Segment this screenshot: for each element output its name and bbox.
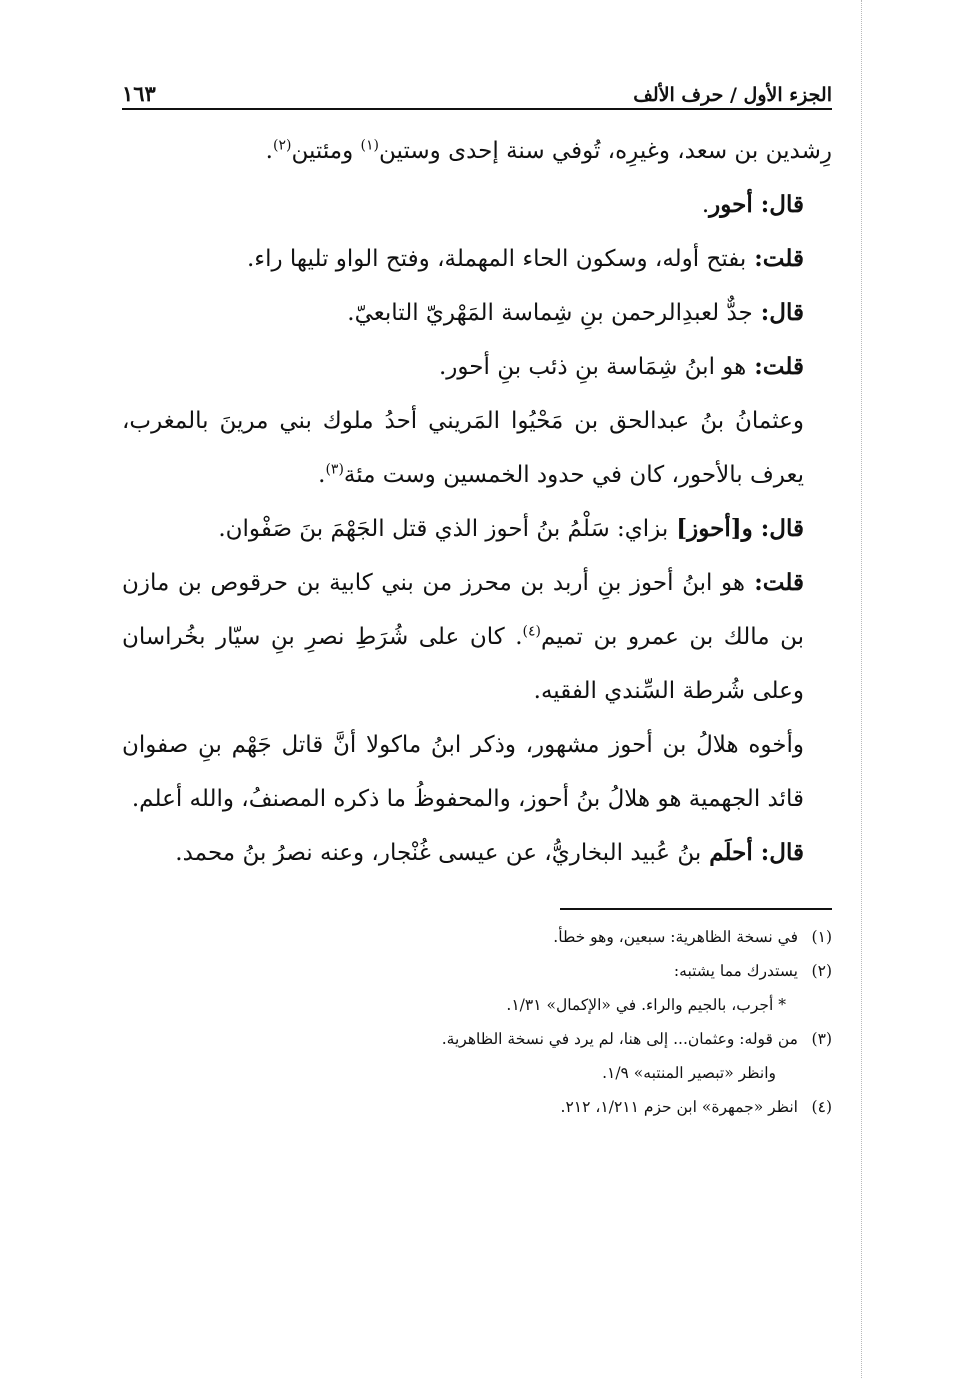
- entry-lead: أحور: [709, 191, 753, 218]
- footnote-number: (٢): [811, 962, 832, 980]
- footnote-number: (٣): [811, 1030, 832, 1048]
- text-run: .: [701, 192, 710, 218]
- paragraph: [122, 232, 832, 286]
- footnote: [122, 920, 832, 954]
- text-run: . كان على شُرَطِ نصرِ بنِ سيّار بخُراسان وعلى شُرطة السِّندي الفقيه.: [122, 624, 804, 704]
- text-run: هو ابنُ أحوز بنِ أربد بن محرز من بني كابية بن حرقوص بن مازن بن مالك بن عمرو بن تميم: [122, 570, 804, 650]
- footnote-number: (١): [811, 928, 832, 946]
- footnote: [122, 1022, 832, 1056]
- main-text: [122, 124, 832, 880]
- footnote: [122, 1090, 832, 1124]
- footnote: [122, 954, 832, 988]
- paragraph: [122, 826, 832, 880]
- footnote-text: من قوله: وعثمان... إلى هنا، لم يرد في نسخة الظاهرية.: [441, 1030, 798, 1048]
- footnote-text: * أجرب، بالجيم والراء. في «الإكمال» ١/٣١.: [506, 996, 786, 1014]
- paragraph: [122, 286, 832, 340]
- text-run: .: [265, 138, 273, 164]
- entry-lead: قال:: [752, 515, 804, 542]
- footnote-separator: [560, 908, 832, 910]
- footnote-reference: (٣): [325, 461, 344, 478]
- scan-margin-line-right: [861, 0, 862, 1378]
- paragraph: [122, 340, 832, 394]
- entry-lead: قلت:: [746, 353, 804, 380]
- entry-lead: قال:: [752, 299, 804, 326]
- text-run: هو ابنُ شِمَاسة بنِ ذئب بنِ أحور.: [438, 354, 747, 380]
- paragraph: [122, 718, 832, 826]
- paragraph: [122, 124, 832, 178]
- footnote-text: وانظر «تبصير المنتبه» ١/٩.: [602, 1064, 776, 1082]
- footnote-text: انظر «جمهرة» ابن حزم ١/٢١١، ٢١٢.: [560, 1098, 798, 1116]
- text-run: بزاي: سَلْمُ بنُ أحوز الذي قتل الجَهْمَ بنَ صَفْوان.: [218, 516, 669, 542]
- page-header: [122, 60, 832, 110]
- book-page: [122, 60, 832, 1124]
- footnote-number: (٤): [811, 1098, 832, 1116]
- text-run: بنُ عُبيد البخاريُّ، عن عيسى غُنْجار، وعنه نصرُ بنُ محمد.: [175, 840, 702, 866]
- footnote: [122, 1056, 832, 1090]
- running-head: الجزء الأول / حرف الألف: [633, 84, 832, 106]
- text-run: ومئتين: [291, 138, 361, 164]
- entry-lead: قال:: [752, 839, 804, 866]
- footnote-reference: (١): [360, 137, 379, 154]
- footnote-reference: (٤): [522, 623, 542, 640]
- footnote-text: في نسخة الظاهرية: سبعين، وهو خطأ.: [553, 928, 798, 946]
- entry-lead: قلت:: [746, 245, 804, 272]
- entry-lead: قال:: [752, 191, 804, 218]
- entry-lead: قلت:: [745, 569, 804, 596]
- text-run: وأخوه هلالُ بن أحوز مشهور، وذكر ابنُ ماكولا أنَّ قاتل جَهْم بنِ صفوان قائد الجهمية هو هلالُ بنُ أحوز، والمحفوظُ ما ذكره المصنفُ، والله أعلم.: [122, 732, 804, 812]
- footnote: [122, 988, 832, 1022]
- paragraph: [122, 178, 832, 232]
- footnotes: [122, 920, 832, 1124]
- text-run: رِشدين بن سعد، وغيرِه، تُوفي سنة إحدى وستين: [379, 138, 832, 164]
- entry-lead: و[أحوز]: [668, 515, 753, 542]
- paragraph: [122, 394, 832, 502]
- paragraph: [122, 502, 832, 556]
- text-run: وعثمانُ بنُ عبدالحق بن مَحْيُوا المَريني أحدُ ملوك بني مرينَ بالمغرب، يعرف بالأحور، كان في حدود الخمسين وست مئة: [122, 408, 804, 488]
- footnote-reference: (٢): [272, 137, 292, 154]
- page-number: ١٦٣: [122, 81, 156, 106]
- text-run: بفتح أوله، وسكون الحاء المهملة، وفتح الواو تليها راء.: [246, 246, 747, 272]
- paragraph: [122, 556, 832, 718]
- text-run: جدٌّ لعبدِالرحمن بنِ شِماسة المَهْريّ التابعيّ.: [347, 300, 753, 326]
- text-run: .: [318, 462, 326, 488]
- footnote-text: يستدرك مما يشتبه:: [673, 962, 798, 980]
- entry-lead: أحلَم: [701, 839, 753, 866]
